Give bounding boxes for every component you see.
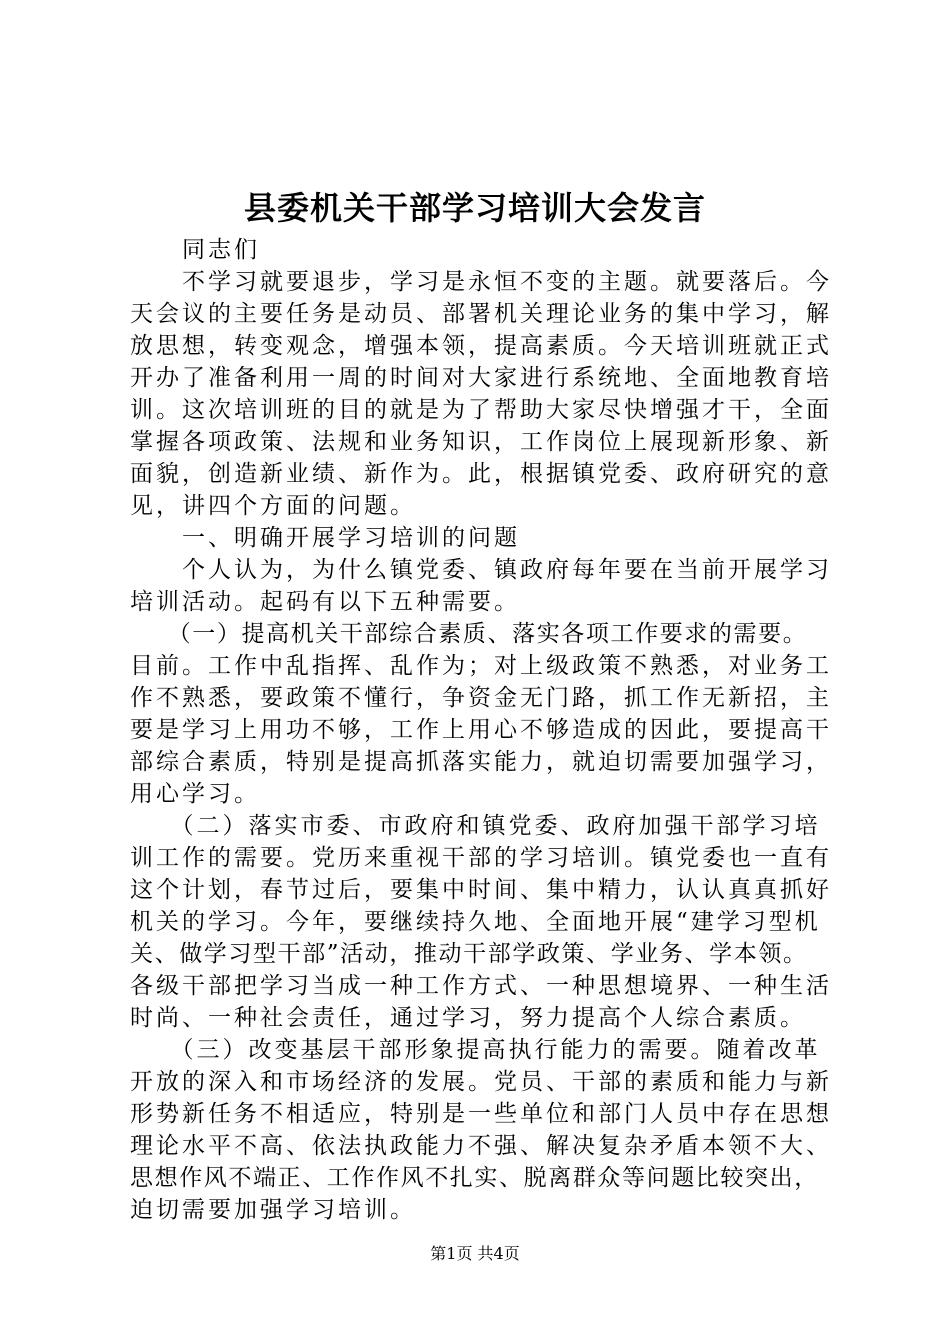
text-line: 思想作风不端正、工作作风不扎实、脱离群众等问题比较突出， (130, 1165, 819, 1191)
text-line: 作不熟悉，要政策不懂行，争资金无门路，抓工作无新招，主 (130, 685, 832, 711)
text-line: 目前。工作中乱指挥、乱作为；对上级政策不熟悉，对业务工 (130, 653, 832, 679)
text-line: 面貌，创造新业绩、新作为。此，根据镇党委、政府研究的意 (130, 461, 832, 487)
text-line: 掌握各项政策、法规和业务知识，工作岗位上展现新形象、新 (130, 429, 832, 455)
document-title: 县委机关干部学习培训大会发言 (243, 189, 706, 227)
text-line: 个人认为，为什么镇党委、镇政府每年要在当前开展学习 (130, 557, 832, 583)
text-line: （二）落实市委、市政府和镇党委、政府加强干部学习培 (130, 813, 821, 839)
text-line: （一）提高机关干部综合素质、落实各项工作要求的需要。 (130, 621, 808, 647)
text-line: 各级干部把学习当成一种工作方式、一种思想境界、一种生活 (130, 973, 832, 999)
text-line: 机关的学习。今年，要继续持久地、全面地开展“建学习型机 (130, 909, 821, 935)
text-line: 放思想，转变观念，增强本领，提高素质。今天培训班就正式 (130, 333, 832, 359)
text-line: 见，讲四个方面的问题。 (130, 493, 416, 519)
text-line: 训工作的需要。党历来重视干部的学习培训。镇党委也一直有 (130, 845, 832, 871)
text-line: 培训活动。起码有以下五种需要。 (130, 589, 520, 615)
text-line: 形势新任务不相适应，特别是一些单位和部门人员中存在思想 (130, 1101, 832, 1127)
text-line: 用心学习。 (130, 781, 260, 807)
text-line: 开放的深入和市场经济的发展。党员、干部的素质和能力与新 (130, 1069, 832, 1095)
text-line: 迫切需要加强学习培训。 (130, 1197, 416, 1223)
text-line: 时尚、一种社会责任，通过学习，努力提高个人综合素质。 (130, 1005, 806, 1031)
text-line: 开办了准备利用一周的时间对大家进行系统地、全面地教育培 (130, 365, 832, 391)
text-line: 同志们 (130, 237, 260, 263)
text-line: 部综合素质，特别是提高抓落实能力，就迫切需要加强学习， (130, 749, 832, 775)
text-line: 不学习就要退步，学习是永恒不变的主题。就要落后。今 (130, 269, 832, 295)
text-line: 天会议的主要任务是动员、部署机关理论业务的集中学习，解 (130, 301, 832, 327)
text-line: 要是学习上用功不够，工作上用心不够造成的因此，要提高干 (130, 717, 832, 743)
text-line: 这个计划，春节过后，要集中时间、集中精力，认认真真抓好 (130, 877, 832, 903)
text-line: 训。这次培训班的目的就是为了帮助大家尽快增强才干，全面 (130, 397, 832, 423)
page-number: 第1页 共4页 (430, 1244, 520, 1263)
text-line: 关、做学习型干部”活动，推动干部学政策、学业务、学本领。 (130, 941, 808, 967)
section-heading: 一、明确开展学习培训的问题 (130, 525, 520, 551)
text-line: （三）改变基层干部形象提高执行能力的需要。随着改革 (130, 1037, 821, 1063)
text-line: 理论水平不高、依法执政能力不强、解决复杂矛盾本领不大、 (130, 1133, 832, 1159)
